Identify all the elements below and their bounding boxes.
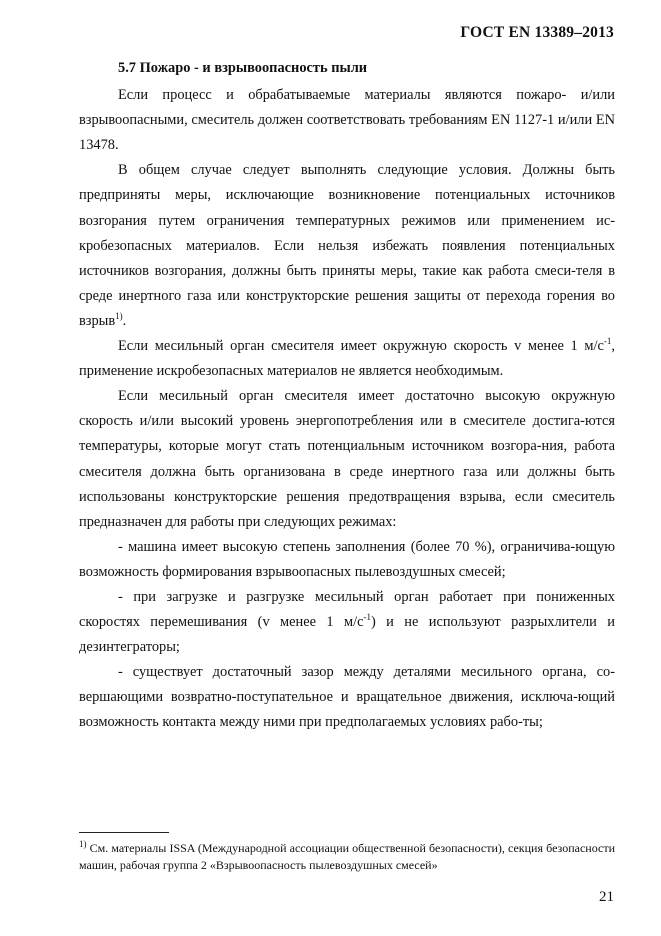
velocity-unit-exponent: -1 [603,336,612,347]
condition-item-2-start: - при загрузке и разгрузке месильный орган работает при пониженных скоростях перемешивания (v менее 1 м/с [79,588,615,631]
condition-item-2-end: ) и не используют разрыхлители и дезинтеграторы; [79,614,615,656]
paragraph-2: В общем случае следует выполнять следующие условия. Должны быть предприняты меры, исключающие возникновение потенциальных источников возгорания путем ограничения температурных режимов или применением ис-кробезопасных материалов. Если нельзя избежать появления потенциальных источников возгорания, должны быть приняты меры, такие как работа смеси-теля в среде инертного газа или конструкторские решения защиты от перехода горения во взрыв$^{1)}$. [79,162,615,329]
velocity-unit-exponent-2: -1 [363,612,371,623]
footnote [79,840,615,874]
footnote-marker: 1) [79,839,87,849]
condition-item-3: - существует достаточный зазор между деталями месильного органа, со-вершающими возвратно-поступательное и вращательное движения, исключа-ющий возможность контакта между ними при предполагаемых условиях рабо-ты; [79,664,615,731]
paragraph-4: Если месильный орган смесителя имеет достаточно высокую окружную скорость и/или высокий уровень энергопотребления или в смесителе достига-ются температуры, которые могут стать потенциальным источником возгора-ния, работа смесителя должна быть организована в среде инертного газа или должны быть использованы конструкторские решения предотвращения взрыва, если смеситель предназначен для работы при следующих режимах: [79,388,615,530]
paragraph-1: Если процесс и обрабатываемые материалы являются пожаро- и/или взрывоопасными, смеситель должен соответствовать требованиям EN 1127-1 и/или EN 13478. [79,87,615,154]
paragraph-3-start: Если месильный орган смесителя имеет окружную скорость v менее 1 м/с [118,338,604,355]
paragraph-2-text: В общем случае следует выполнять следующие условия. Должны быть предприняты меры, исключающие возникновение потенциальных источников возгорания путем ограничения температурных режимов или применением ис-кробезопасных материалов. Если нельзя избежать появления потенциальных источников возгорания, должны быть приняты меры, такие как работа смеси-теля в среде инертного газа или конструкторские решения защиты от перехода горения во взрыв [79,162,615,329]
document-code: ГОСТ EN 13389–2013 [460,24,614,41]
condition-item-1: - машина имеет высокую степень заполнения (более 70 %), ограничива-ющую возможность формирования взрывоопасных пылевоздушных смесей; [79,538,615,580]
document-body [79,56,615,736]
footnote-divider [79,832,169,833]
condition-item-2 [79,585,615,660]
footnote-text: См. материалы ISSA (Международной ассоциации общественной безопасности), секция безопасности машин, рабочая группа 2 «Взрывоопасность пылевоздушных смесей» [79,841,615,872]
section-title: 5.7 Пожаро - и взрывоопасность пыли [118,60,368,76]
paragraph-3-end: , применение искробезопасных материалов не является необходимым. [79,338,615,380]
footnote-reference: 1) [115,311,123,322]
page-number: 21 [599,889,614,905]
paragraph-3 [79,334,615,384]
